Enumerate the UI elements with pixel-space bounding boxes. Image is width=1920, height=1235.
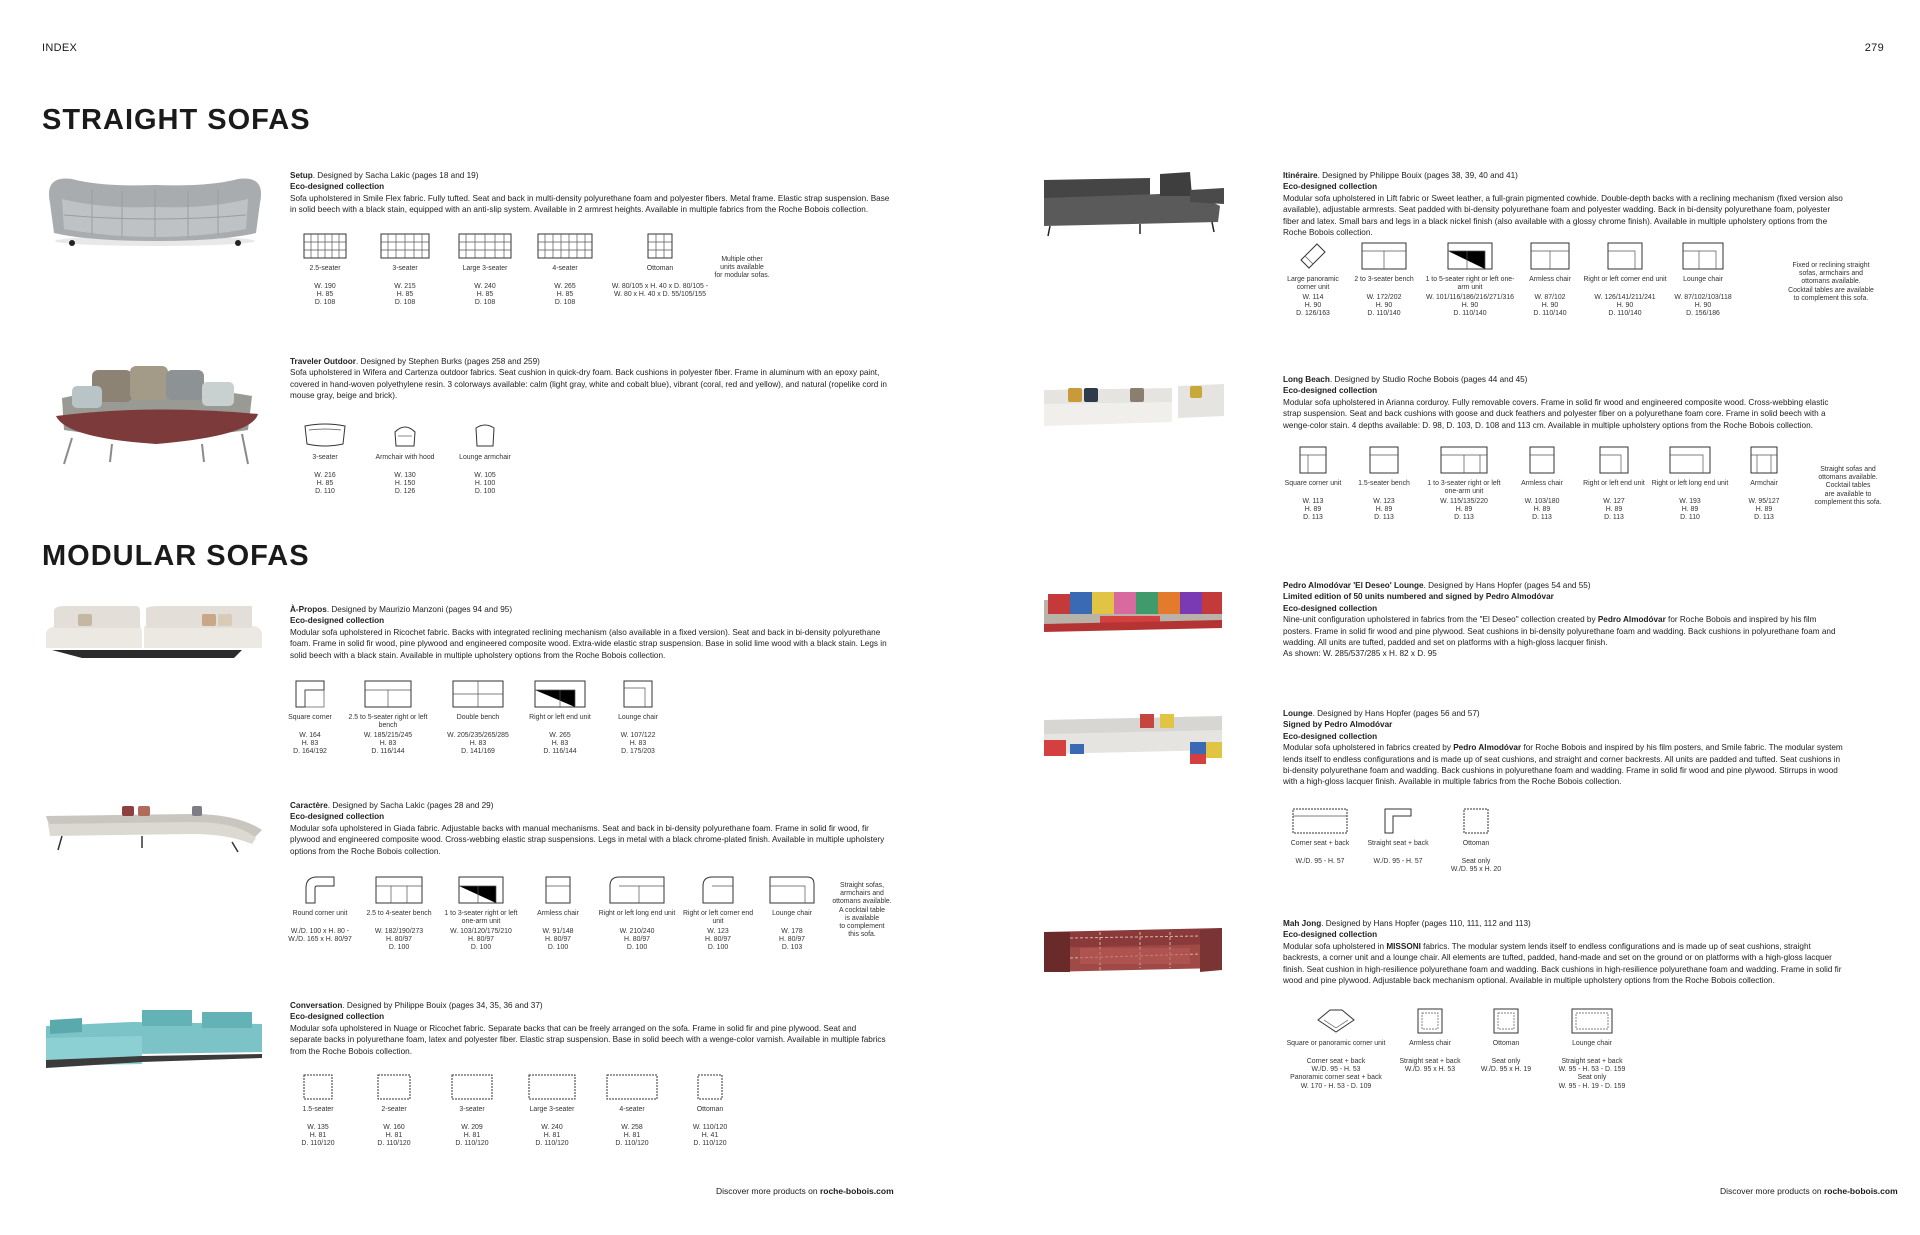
long-end-unit-icon [1669, 446, 1711, 474]
unit-name: Right or left long end unit [598, 910, 676, 917]
lounge-armchair-icon [473, 422, 497, 448]
unit-dims: W. 178 H. 80/97 D. 103 [778, 928, 806, 952]
unit-card [445, 422, 525, 497]
unit-card [1280, 242, 1346, 319]
el-deseo-body [1283, 614, 1843, 648]
lounge-body-2: for Roche Bobois and inspired by his film posters, and Smile fabric. The modular system lends itself to endless configurations and is made up of seat cushions, and straight and corner backrests. All units are padded and tufted. Seat cushions in bi-density polyurethane foam and wadding. Back cushions in polyurethane foam and wadding. Frame in solid fir wood and pine plywood. Stirrups in wood with a high-gloss lacquer finish. Available in multiple fabrics from the Roche Bobois collection. [1283, 743, 1843, 787]
unit-name: 1.5-seater [302, 1106, 334, 1113]
a-propos-eco: Eco-designed collection [290, 616, 385, 626]
straight-seat-icon [1384, 808, 1412, 834]
unit-name: Straight seat + back [1367, 840, 1429, 847]
unit-card [1518, 242, 1582, 319]
unit-name: 1 to 5-seater right or left one-arm unit [1425, 276, 1515, 292]
mah-jong-body [1283, 941, 1843, 987]
traveler-sofa-photo [52, 358, 260, 468]
unit-dims: Straight seat + back W. 95 - H. 53 - D. 159 Seat only W. 95 - H. 19 - D. 159 [1558, 1058, 1626, 1090]
traveler-description [290, 356, 890, 402]
conversation-name: Conversation [290, 1001, 343, 1010]
unit-name: Ottoman [1462, 840, 1490, 847]
long-beach-designer: . Designed by Studio Roche Bobois (pages 44 and 45) [1329, 375, 1528, 384]
unit-card [365, 422, 445, 497]
mah-jong-eco: Eco-designed collection [1283, 930, 1378, 940]
unit-name: 2.5-seater [309, 265, 341, 272]
sofa-plan-icon [380, 233, 430, 259]
straight-sofas-title: STRAIGHT SOFAS [42, 104, 311, 136]
unit-card [340, 680, 436, 757]
armless-chair-icon [1529, 446, 1555, 474]
long-beach-name: Long Beach [1283, 375, 1330, 384]
unit-card [520, 680, 600, 757]
unit-name: Armless chair [537, 910, 579, 917]
unit-dims: W. 210/240 H. 80/97 D. 100 [619, 928, 655, 952]
long-beach-body: Modular sofa upholstered in Arianna corduroy. Fully removable covers. Frame in solid fir wood and engineered composite wood. Cross-webbing elastic strap suspension. Seat and back cushions with goose and duck feathers and polyester fiber on a polyurethane foam core. Frame in solid beech with a wenge-color stain. 4 depths available: D. 98, D. 103, D. 108 and 113 cm. Available in multiple upholstery options from the Roche Bobois collection. [1283, 397, 1829, 430]
seater-plan-icon [377, 1074, 411, 1100]
unit-card [1668, 242, 1738, 319]
sofa-plan-icon [458, 233, 512, 259]
unit-card [522, 876, 594, 953]
a-propos-sofa-photo [42, 604, 266, 660]
square-corner-icon [1299, 446, 1327, 474]
unit-name: Large 3-seater [529, 1106, 575, 1113]
one-arm-unit-icon [1440, 446, 1488, 474]
el-deseo-photo [1040, 580, 1226, 634]
corner-end-unit-icon [1607, 242, 1643, 270]
unit-dims: W. 123 H. 80/97 D. 100 [704, 928, 732, 952]
unit-name: 4-seater [552, 265, 578, 272]
seater-plan-icon [528, 1074, 576, 1100]
unit-name: Lounge chair [1683, 276, 1723, 283]
conversation-eco: Eco-designed collection [290, 1012, 385, 1022]
unit-name: Square corner unit [1284, 480, 1342, 487]
mah-jong-units [1280, 1008, 1640, 1091]
unit-dims: W./D. 95 - H. 57 [1373, 858, 1423, 865]
modular-sofas-title: MODULAR SOFAS [42, 540, 310, 572]
itineraire-name: Itinéraire [1283, 171, 1318, 180]
mah-jong-sofa-photo [1040, 918, 1226, 982]
unit-dims: W. 160 H. 81 D. 110/120 [377, 1124, 411, 1148]
setup-designer: . Designed by Sacha Lakic (pages 18 and 19) [312, 171, 479, 180]
unit-dims: Straight seat + back W./D. 95 x H. 53 [1399, 1058, 1461, 1074]
lounge-chair-icon [769, 876, 815, 904]
mah-jong-body-2: fabrics. The modular system lends itself to endless configurations and is made up of seat cushions, straight backrests, a corner unit and a lounge chair. All elements are tufted, padded, hand-made and set on the ground or on platforms with a high-gloss lacquer finish. Seat cushion in high-resilience polyurethane foam and wadding. Back cushions in high-resilience polyurethane foam and wadding. Frame in solid fir wood and pine plywood. Adjustable back mechanism optional. Available in multiple upholstery options from the Roche Bobois collection. [1283, 941, 1842, 986]
unit-name: Armchair [1750, 480, 1778, 487]
lounge-chair-icon [1682, 242, 1724, 270]
setup-note: Multiple other units available for modular sofas. [714, 256, 770, 280]
unit-dims: W. 205/235/265/285 H. 83 D. 141/169 [447, 732, 509, 756]
unit-card [1578, 446, 1650, 523]
caractere-body: Modular sofa upholstered in Giada fabric. Adjustable backs with manual mechanisms. Seat and back in bi-density polyurethane foam. Frame in solid fir wood, fir plywood and engineered composite wood. Cross-webbing elastic strap suspensions. Legs in metal with a black chrome-plated finish. Available in multiple upholstery options from the Roche Bobois collection. [290, 823, 885, 856]
unit-name: Armless chair [1521, 480, 1563, 487]
unit-dims: W. 164 H. 83 D. 164/192 [293, 732, 327, 756]
lounge-name: Lounge [1283, 709, 1313, 718]
unit-card [756, 876, 828, 953]
unit-dims: W. 215 H. 85 D. 108 [394, 283, 416, 307]
unit-name: Right or left corner end unit [682, 910, 754, 926]
unit-name: Square corner [288, 714, 332, 721]
unit-card [1506, 446, 1578, 523]
double-bench-icon [452, 680, 504, 708]
unit-name: 2.5 to 4-seater bench [366, 910, 432, 917]
a-propos-body: Modular sofa upholstered in Ricochet fabric. Backs with integrated reclining mechanism (also available in a fixed version). Seat and back in bi-density polyurethane foam. Frame in solid fir wood, pine plywood and engineered composite wood. Extra-wide elastic strap suspension. Base in solid lime wood with a black stain. Legs in solid beech with a black stain. Available in multiple upholstery options from the Roche Bobois collection. [290, 627, 887, 660]
unit-card [1346, 446, 1422, 523]
setup-eco: Eco-designed collection [290, 182, 385, 192]
square-corner-icon [295, 680, 325, 708]
conversation-description [290, 1000, 890, 1057]
lounge-eco: Eco-designed collection [1283, 731, 1378, 741]
mah-jong-body-bold: MISSONI [1386, 941, 1421, 951]
el-deseo-limited: Limited edition of 50 units numbered and signed by Pedro Almodóvar [1283, 592, 1554, 602]
traveler-designer: . Designed by Stephen Burks (pages 258 and 259) [355, 357, 540, 366]
mah-jong-body-1: Modular sofa upholstered in [1283, 941, 1387, 951]
unit-dims: Seat only W./D. 95 x H. 20 [1450, 858, 1502, 874]
bench-plan-icon [1369, 446, 1399, 474]
corner-seat-icon [1292, 808, 1348, 834]
seater-plan-icon [303, 1074, 333, 1100]
setup-sofa-photo [42, 165, 268, 249]
unit-card [445, 233, 525, 308]
footer-link[interactable]: roche-bobois.com [1823, 1186, 1898, 1196]
itineraire-note: Fixed or reclining straight sofas, armchairs and ottomans available. Cocktail tables are available to complement this sofa. [1788, 262, 1874, 302]
unit-name: 1 to 3-seater right or left one-arm unit [444, 910, 518, 926]
footer-text: Discover more products on [716, 1186, 818, 1196]
unit-card [1422, 446, 1506, 523]
unit-name: Round corner unit [292, 910, 348, 917]
unit-name: Lounge chair [772, 910, 812, 917]
itineraire-designer: . Designed by Philippe Bouix (pages 38, 39, 40 and 41) [1317, 171, 1518, 180]
conversation-designer: . Designed by Philippe Bouix (pages 34, 35, 36 and 37) [342, 1001, 543, 1010]
traveler-units [285, 422, 525, 497]
el-deseo-body-1: Nine-unit configuration upholstered in fabrics from the "El Deseo" collection created by [1283, 615, 1598, 625]
lounge-designer: . Designed by Hans Hopfer (pages 56 and 57) [1312, 709, 1480, 718]
unit-card [365, 233, 445, 308]
unit-name: 1 to 3-seater right or left one-arm unit [1427, 480, 1501, 496]
unit-dims: Corner seat + back W./D. 95 - H. 53 Panoramic corner seat + back W. 170 - H. 53 - D. 109 [1290, 1058, 1382, 1090]
unit-name: Right or left end unit [529, 714, 591, 721]
long-beach-sofa-photo [1040, 374, 1226, 430]
unit-dims: W./D. 100 x H. 80 - W./D. 165 x H. 80/97 [288, 928, 352, 944]
unit-card [1346, 242, 1422, 319]
unit-card [592, 1074, 672, 1149]
caractere-note: Straight sofas, armchairs and ottomans available. A cocktail table is available to complement this sofa. [832, 882, 892, 939]
lounge-signed: Signed by Pedro Almodóvar [1283, 720, 1393, 730]
lounge-units [1282, 808, 1514, 874]
unit-card [285, 422, 365, 497]
seater-plan-icon [451, 1074, 493, 1100]
unit-name: Double bench [456, 714, 500, 721]
unit-dims: Seat only W./D. 95 x H. 19 [1480, 1058, 1532, 1074]
lounge-description [1283, 708, 1843, 788]
unit-card [672, 1074, 748, 1149]
bench-plan-icon [364, 680, 412, 708]
long-beach-note: Straight sofas and ottomans available. Cocktail tables are available to complement this sofa. [1814, 466, 1882, 506]
caractere-name: Caractère [290, 801, 328, 810]
mah-jong-name: Mah Jong [1283, 919, 1322, 928]
itineraire-description [1283, 170, 1843, 238]
unit-card [1582, 242, 1668, 319]
sofa-plan-icon [303, 233, 347, 259]
mah-jong-designer: . Designed by Hans Hopfer (pages 110, 111, 112 and 113) [1321, 919, 1531, 928]
one-arm-unit-icon [458, 876, 504, 904]
unit-card [1730, 446, 1798, 523]
el-deseo-designer: . Designed by Hans Hopfer (pages 54 and 55) [1423, 581, 1591, 590]
unit-dims: W. 258 H. 81 D. 110/120 [615, 1124, 649, 1148]
armchair-icon [1750, 446, 1778, 474]
unit-card [280, 680, 340, 757]
unit-card [605, 233, 715, 308]
el-deseo-body-2: for Roche Bobois and inspired by his film posters. Frame in solid fir wood and pine plywood. Seat cushions in bi-density polyurethane foam and wadding. Back cushions in polyurethane foam and wadding. All units are tufted, padded and set on platforms with a high-gloss lacquer finish. [1283, 615, 1836, 648]
unit-dims: W. 127 H. 89 D. 113 [1603, 498, 1625, 522]
panoramic-corner-icon [1316, 1008, 1356, 1034]
armless-chair-icon [545, 876, 571, 904]
unit-dims: W. 265 H. 83 D. 116/144 [543, 732, 577, 756]
armless-chair-icon [1530, 242, 1570, 270]
unit-dims: W. 172/202 H. 90 D. 110/140 [1366, 294, 1402, 318]
corner-end-unit-icon [702, 876, 734, 904]
a-propos-description [290, 604, 890, 661]
ottoman-plan-icon [1463, 808, 1489, 834]
unit-name: Ottoman [696, 1106, 724, 1113]
long-beach-description [1283, 374, 1843, 431]
el-deseo-body-bold: Pedro Almodóvar [1597, 615, 1666, 625]
unit-card [1544, 1008, 1640, 1091]
bench-plan-icon [1361, 242, 1407, 270]
lounge-chair-icon [623, 680, 653, 708]
itineraire-eco: Eco-designed collection [1283, 182, 1378, 192]
unit-dims: W./D. 95 - H. 57 [1295, 858, 1345, 865]
unit-dims: W. 123 H. 89 D. 113 [1373, 498, 1395, 522]
one-arm-unit-icon [1447, 242, 1493, 270]
lounge-body-1: Modular sofa upholstered in fabrics created by [1283, 743, 1454, 753]
unit-card [358, 876, 440, 953]
unit-dims: W. 101/116/186/216/271/316 H. 90 D. 110/140 [1426, 294, 1514, 318]
unit-dims: W. 190 H. 85 D. 108 [314, 283, 336, 307]
unit-dims: W. 193 H. 89 D. 110 [1679, 498, 1701, 522]
unit-dims: W. 126/141/211/241 H. 90 D. 110/140 [1594, 294, 1656, 318]
unit-name: 3-seater [312, 454, 338, 461]
unit-name: Right or left end unit [1583, 480, 1645, 487]
unit-dims: W. 130 H. 150 D. 126 [394, 472, 416, 496]
unit-name: 2 to 3-seater bench [1354, 276, 1414, 283]
a-propos-designer: . Designed by Maurizio Manzoni (pages 94 and 95) [326, 605, 513, 614]
el-deseo-shown: As shown: W. 285/537/285 x H. 82 x D. 95 [1283, 649, 1437, 659]
sofa-plan-icon [537, 233, 593, 259]
unit-dims: W. 110/120 H. 41 D. 110/120 [692, 1124, 728, 1148]
setup-name: Setup [290, 171, 313, 180]
unit-dims: W. 80/105 x H. 40 x D. 80/105 - W. 80 x H. 40 x D. 55/105/155 [611, 283, 709, 299]
unit-name: 3-seater [392, 265, 418, 272]
unit-card [1282, 808, 1358, 874]
unit-dims: W. 240 H. 85 D. 108 [474, 283, 496, 307]
unit-dims: W. 107/122 H. 83 D. 175/203 [620, 732, 656, 756]
long-end-unit-icon [609, 876, 665, 904]
unit-name: Ottoman [1492, 1040, 1520, 1047]
unit-name: 2.5 to 5-seater right or left bench [348, 714, 428, 730]
unit-card [1358, 808, 1438, 874]
unit-dims: W. 265 H. 85 D. 108 [554, 283, 576, 307]
unit-name: Ottoman [646, 265, 674, 272]
unit-dims: W. 103/120/175/210 H. 80/97 D. 100 [450, 928, 512, 952]
unit-name: Armchair with hood [375, 454, 435, 461]
unit-name: Right or left corner end unit [1583, 276, 1667, 283]
unit-dims: W. 105 H. 100 D. 100 [474, 472, 496, 496]
unit-dims: W. 185/215/245 H. 83 D. 116/144 [363, 732, 413, 756]
el-deseo-name: Pedro Almodóvar 'El Deseo' Lounge [1283, 581, 1424, 590]
itineraire-units [1280, 242, 1738, 319]
long-beach-eco: Eco-designed collection [1283, 386, 1378, 396]
unit-name: 2-seater [381, 1106, 407, 1113]
ottoman-plan-icon [697, 1074, 723, 1100]
caractere-designer: . Designed by Sacha Lakic (pages 28 and 29) [327, 801, 494, 810]
itineraire-body: Modular sofa upholstered in Lift fabric or Sweet leather, a full-grain pigmented cowhide. Double-depth backs with a reclining mechanism (fixed version also available), adjustable armrests. Seat padded with bi-density polyurethane foam and polyester wadding. Back in bi-density polyurethane foam, polyester fiber and latex. Small bars and legs in a black nickel finish (also available with a glossy chrome finish). Available in multiple upholstery options from the Roche Bobois collection. [1283, 193, 1843, 238]
right-page [960, 0, 1920, 1235]
a-propos-units [280, 680, 676, 757]
unit-name: Lounge chair [1572, 1040, 1612, 1047]
unit-card [436, 680, 520, 757]
conversation-sofa-photo [42, 998, 266, 1070]
unit-card [512, 1074, 592, 1149]
lounge-sofa-photo [1040, 704, 1226, 768]
footer-text: Discover more products on [1720, 1186, 1822, 1196]
unit-card [1280, 1008, 1392, 1091]
unit-card [594, 876, 680, 953]
page-number: 279 [1864, 42, 1884, 54]
end-unit-icon [534, 680, 586, 708]
unit-dims: W. 87/102/103/118 H. 90 D. 156/186 [1674, 294, 1732, 318]
unit-name: Lounge chair [618, 714, 658, 721]
footer-link[interactable]: roche-bobois.com [819, 1186, 894, 1196]
unit-dims: W. 216 H. 85 D. 110 [314, 472, 336, 496]
unit-dims: W. 103/180 H. 89 D. 113 [1524, 498, 1560, 522]
traveler-name: Traveler Outdoor [290, 357, 356, 366]
unit-dims: W. 113 H. 89 D. 113 [1302, 498, 1324, 522]
lounge-body [1283, 742, 1843, 788]
unit-card [1422, 242, 1518, 319]
unit-dims: W. 115/135/220 H. 89 D. 113 [1440, 498, 1488, 522]
unit-dims: W. 240 H. 81 D. 110/120 [535, 1124, 569, 1148]
el-deseo-description [1283, 580, 1843, 660]
seater-plan-icon [606, 1074, 658, 1100]
a-propos-name: À-Propos [290, 605, 327, 614]
unit-card [282, 876, 358, 953]
el-deseo-eco: Eco-designed collection [1283, 603, 1378, 613]
conversation-units [280, 1074, 748, 1149]
traveler-body: Sofa upholstered in Wifera and Cartenza outdoor fabrics. Seat cushion in quick-dry foam. Back cushions in polyester fiber. Frame in aluminum with an epoxy paint, covered in hand-woven polyethylene resin. 3 colorways available: calm (light gray, white and cobalt blue), vibrant (coral, red and yellow), and natural (ropelike cord in mouse gray, beige and brick). [290, 368, 887, 401]
unit-name: 3-seater [459, 1106, 485, 1113]
ottoman-plan-icon [1493, 1008, 1519, 1034]
unit-name: Right or left long end unit [1651, 480, 1729, 487]
unit-card [1650, 446, 1730, 523]
unit-card [1392, 1008, 1468, 1091]
unit-card [440, 876, 522, 953]
unit-name: Large panoramic corner unit [1287, 276, 1339, 292]
unit-card [280, 1074, 356, 1149]
setup-body: Sofa upholstered in Smile Flex fabric. Fully tufted. Seat and back in multi-density polyurethane foam and polyester fibers. Metal frame. Elastic strap suspension. Base in solid beech with a black stain, equipped with an anti-slip system. Available in 2 armrest heights. Available in multiple fabrics from the Roche Bobois collection. [290, 193, 890, 215]
conversation-body: Modular sofa upholstered in Nuage or Ricochet fabric. Separate backs that can be freely arranged on the sofa. Frame in solid fir and pine plywood. Seat and separate backs in polyurethane foam, latex and polyester fiber. Elastic strap suspension. Base in solid beech with a wenge-color varnish. Available in multiple fabrics from the Roche Bobois collection. [290, 1023, 886, 1056]
caractere-description [290, 800, 890, 857]
unit-card [680, 876, 756, 953]
unit-name: 1.5-seater bench [1358, 480, 1410, 487]
armless-chair-icon [1417, 1008, 1443, 1034]
footer [1720, 1186, 1898, 1196]
unit-dims: W. 87/102 H. 90 D. 110/140 [1533, 294, 1567, 318]
setup-description [290, 170, 890, 216]
caractere-sofa-photo [42, 794, 266, 856]
unit-card [356, 1074, 432, 1149]
setup-units [285, 233, 715, 308]
end-unit-icon [1599, 446, 1629, 474]
armchair-hood-icon [392, 422, 418, 448]
long-beach-units [1280, 446, 1798, 523]
unit-name: Lounge armchair [459, 454, 511, 461]
unit-dims: W. 135 H. 81 D. 110/120 [301, 1124, 335, 1148]
unit-card [1280, 446, 1346, 523]
itineraire-sofa-photo [1040, 166, 1226, 238]
unit-dims: W. 182/190/273 H. 80/97 D. 100 [374, 928, 424, 952]
footer [716, 1186, 894, 1196]
unit-dims: W. 91/148 H. 80/97 D. 100 [542, 928, 574, 952]
unit-card [1438, 808, 1514, 874]
unit-card [432, 1074, 512, 1149]
unit-name: Large 3-seater [462, 265, 508, 272]
lounge-chair-icon [1571, 1008, 1613, 1034]
unit-card [1468, 1008, 1544, 1091]
section-header: INDEX [42, 42, 78, 54]
lounge-body-bold: Pedro Almodóvar [1453, 743, 1522, 753]
bench-plan-icon [375, 876, 423, 904]
unit-dims: W. 114 H. 90 D. 126/163 [1296, 294, 1330, 318]
ottoman-plan-icon [647, 233, 673, 259]
unit-name: 4-seater [619, 1106, 645, 1113]
unit-name: Armless chair [1409, 1040, 1451, 1047]
unit-card [525, 233, 605, 308]
mah-jong-description [1283, 918, 1843, 986]
caractere-eco: Eco-designed collection [290, 812, 385, 822]
round-corner-icon [305, 876, 335, 904]
caractere-units [282, 876, 828, 953]
sofa-plan-icon [303, 422, 347, 448]
unit-card [600, 680, 676, 757]
unit-dims: W. 209 H. 81 D. 110/120 [455, 1124, 489, 1148]
unit-name: Armless chair [1529, 276, 1571, 283]
panoramic-corner-icon [1299, 242, 1327, 270]
unit-name: Square or panoramic corner unit [1286, 1040, 1386, 1047]
unit-dims: W. 95/127 H. 89 D. 113 [1748, 498, 1780, 522]
unit-name: Corner seat + back [1290, 840, 1350, 847]
unit-card [285, 233, 365, 308]
